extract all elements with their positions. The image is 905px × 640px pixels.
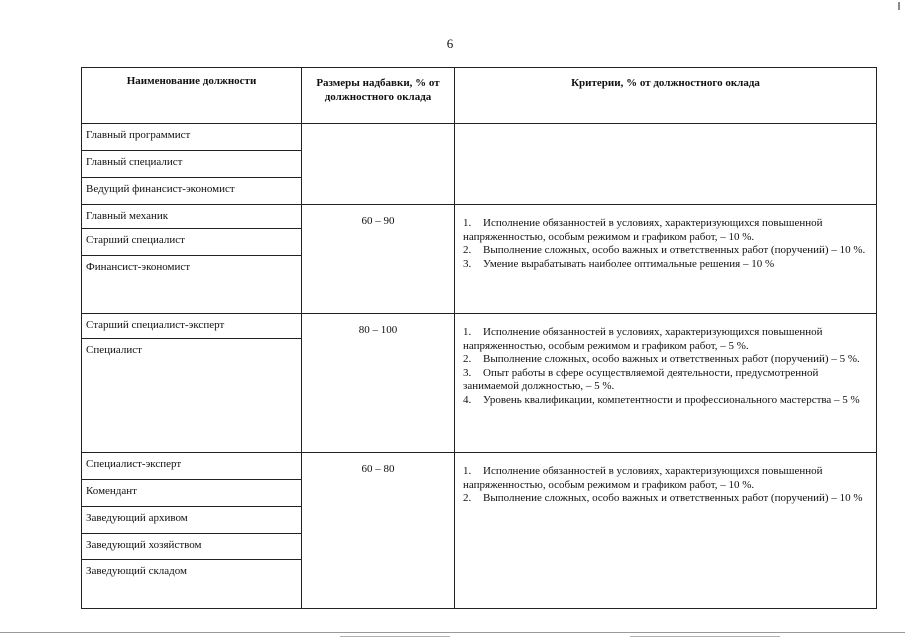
criteria-cell: [455, 124, 877, 205]
position-name: Старший специалист: [82, 229, 301, 256]
table-row-group-3: [82, 314, 877, 453]
page-edge-rule: [0, 632, 905, 633]
criterion-item: 2. Выполнение сложных, особо важных и ответственных работ (поручений) – 10 %: [463, 492, 863, 504]
positions-cell: [82, 453, 302, 609]
positions-cell: [82, 205, 302, 314]
criterion-item: 4. Уровень квалификации, компетентности и профессионального мастерства – 5 %: [463, 393, 860, 406]
criteria-cell: [455, 314, 877, 453]
range-cell: 60 – 80: [302, 453, 455, 609]
allowance-table: [81, 67, 877, 609]
range-cell: 80 – 100: [302, 314, 455, 453]
table-header-row: [82, 68, 877, 124]
position-name: Заведующий архивом: [82, 507, 301, 534]
position-name: Заведующий хозяйством: [82, 534, 301, 560]
criteria-cell: [455, 205, 877, 314]
range-cell: 60 – 90: [302, 205, 455, 314]
table-row-group-2: [82, 205, 877, 314]
range-cell: [302, 124, 455, 205]
positions-cell: [82, 124, 302, 205]
criterion-item: 2. Выполнение сложных, особо важных и ответственных работ (поручений) – 10 %.: [463, 244, 866, 256]
criterion-item: 3. Умение вырабатывать наиболее оптимальные решения – 10 %: [463, 257, 775, 270]
position-name: Заведующий складом: [86, 565, 188, 577]
position-name: Ведущий финансист-экономист: [86, 183, 235, 195]
position-name: Комендант: [82, 480, 301, 507]
criterion-item: 1. Исполнение обязанностей в условиях, характеризующихся повышенной напряженностью, особым режимом и графиком работ, – 5 %.: [463, 326, 823, 352]
position-name: Специалист-эксперт: [82, 453, 301, 480]
position-name: Старший специалист-эксперт: [82, 314, 301, 339]
position-name: Финансист-экономист: [86, 261, 191, 273]
scan-mark: [898, 2, 900, 10]
position-name: Специалист: [86, 344, 142, 356]
criterion-item: 3. Опыт работы в сфере осуществляемой деятельности, предусмотренной занимаемой должностью, – 5 %.: [463, 366, 819, 392]
criteria-cell: [455, 453, 877, 609]
table-row-group-4: [82, 453, 877, 609]
positions-cell: [82, 314, 302, 453]
page-number: 6: [446, 36, 454, 51]
criterion-item: 1. Исполнение обязанностей в условиях, характеризующихся повышенной напряженностью, особым режимом и графиком работ, – 10 %.: [463, 217, 823, 243]
criterion-item: 2. Выполнение сложных, особо важных и ответственных работ (поручений) – 5 %.: [463, 353, 860, 365]
position-name: Главный механик: [82, 205, 301, 229]
position-name: Главный специалист: [82, 151, 301, 178]
header-position: Наименование должности: [82, 68, 302, 124]
position-name: Главный программист: [82, 124, 301, 151]
scan-artifact: [340, 636, 450, 637]
header-range: Размеры надбавки, % от должностного оклада: [302, 68, 455, 124]
header-criteria: Критерии, % от должностного оклада: [455, 68, 877, 124]
criterion-item: 1. Исполнение обязанностей в условиях, характеризующихся повышенной напряженностью, особым режимом и графиком работ, – 10 %.: [463, 465, 823, 491]
scan-artifact: [630, 636, 780, 637]
table-row-group-1: [82, 124, 877, 205]
